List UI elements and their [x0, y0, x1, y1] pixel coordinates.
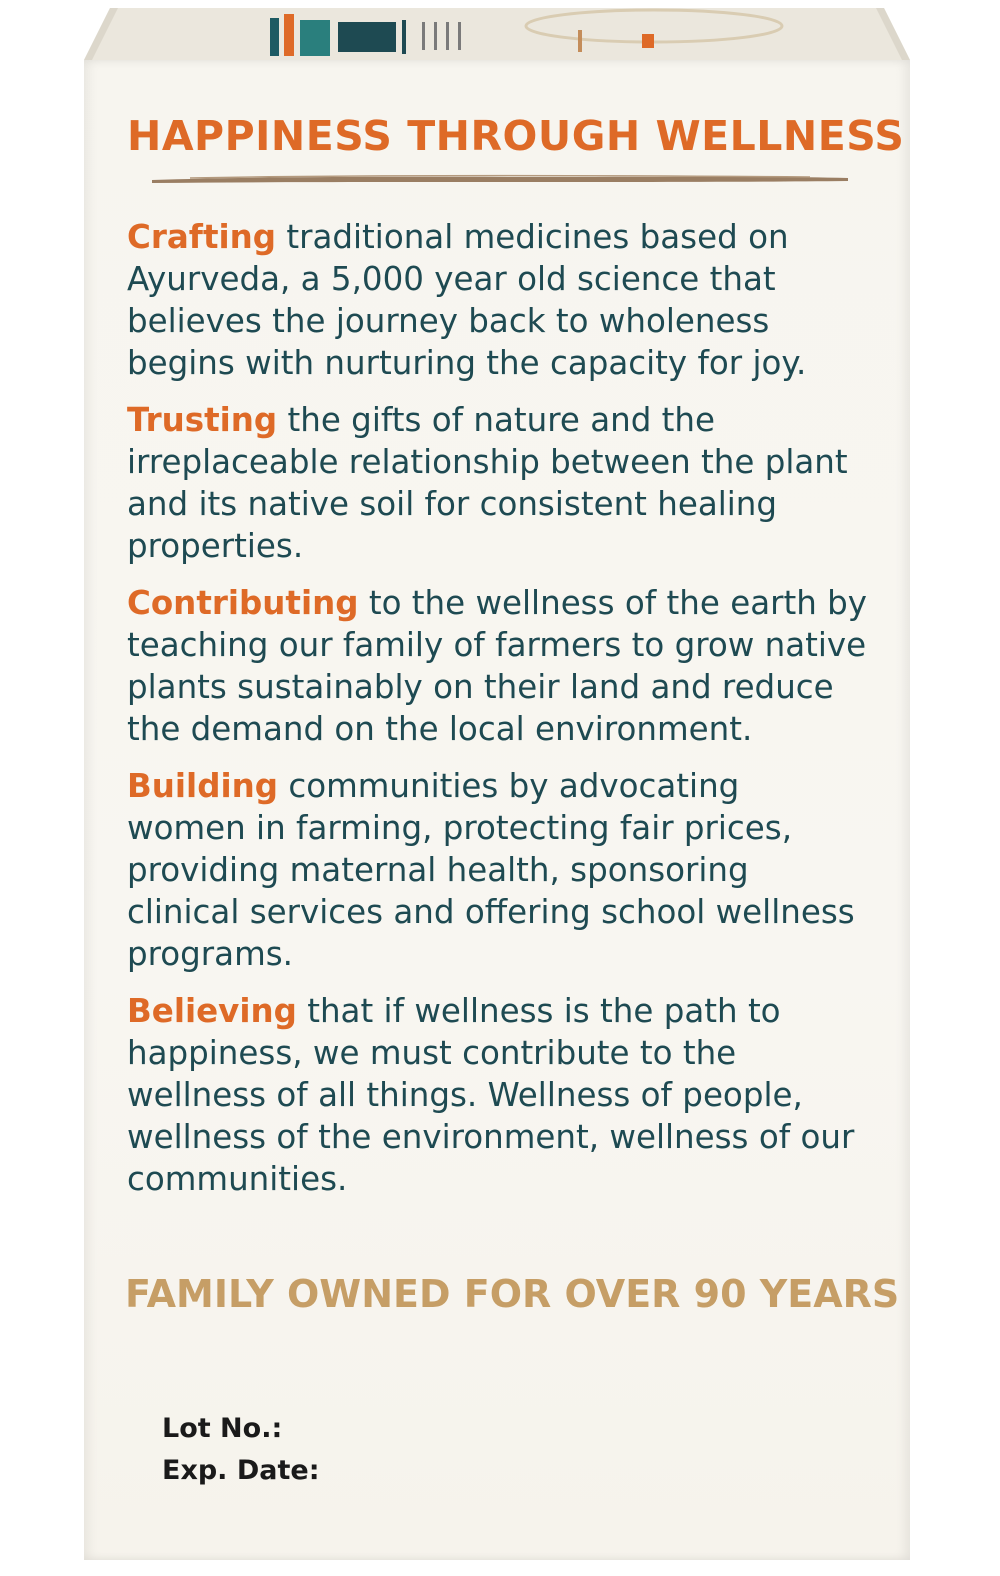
paragraph-text: to the wellness of the earth by teaching our family of farmers to grow native plants sustainably on their land and reduce the demand on the local environment.	[127, 584, 868, 748]
expiry-date-label: Exp. Date:	[162, 1455, 320, 1486]
paragraph-lead: Contributing	[127, 584, 359, 622]
family-owned-tagline: FAMILY OWNED FOR OVER 90 YEARS	[125, 1272, 900, 1316]
lot-number-label: Lot No.:	[162, 1413, 283, 1444]
paragraph-crafting	[127, 216, 867, 384]
headline: HAPPINESS THROUGH WELLNESS	[127, 112, 905, 160]
paragraph-lead: Trusting	[127, 401, 278, 439]
paragraph-text: traditional medicines based on Ayurveda, a 5,000 year old science that believes the journey back to wholeness begins with nurturing the capacity for joy.	[127, 218, 807, 382]
brand-story-copy	[127, 216, 867, 1215]
paragraph-text: the gifts of nature and the irreplaceable relationship between the plant and its native soil for consistent healing properties.	[127, 401, 848, 565]
paragraph-text: communities by advocating women in farming, protecting fair prices, providing maternal health, sponsoring clinical services and offering school wellness programs.	[127, 767, 855, 973]
paragraph-building	[127, 765, 867, 975]
paragraph-lead: Crafting	[127, 218, 277, 256]
paragraph-text: that if wellness is the path to happiness, we must contribute to the wellness of all things. Wellness of people, wellness of the environment, wellness of our communities.	[127, 992, 855, 1198]
paragraph-lead: Building	[127, 767, 278, 805]
paragraph-trusting	[127, 399, 867, 567]
brush-stroke-divider-icon	[150, 172, 850, 186]
lot-expiry-block	[162, 1408, 320, 1492]
paragraph-believing	[127, 990, 867, 1200]
paragraph-lead: Believing	[127, 992, 297, 1030]
paragraph-contributing	[127, 582, 867, 750]
